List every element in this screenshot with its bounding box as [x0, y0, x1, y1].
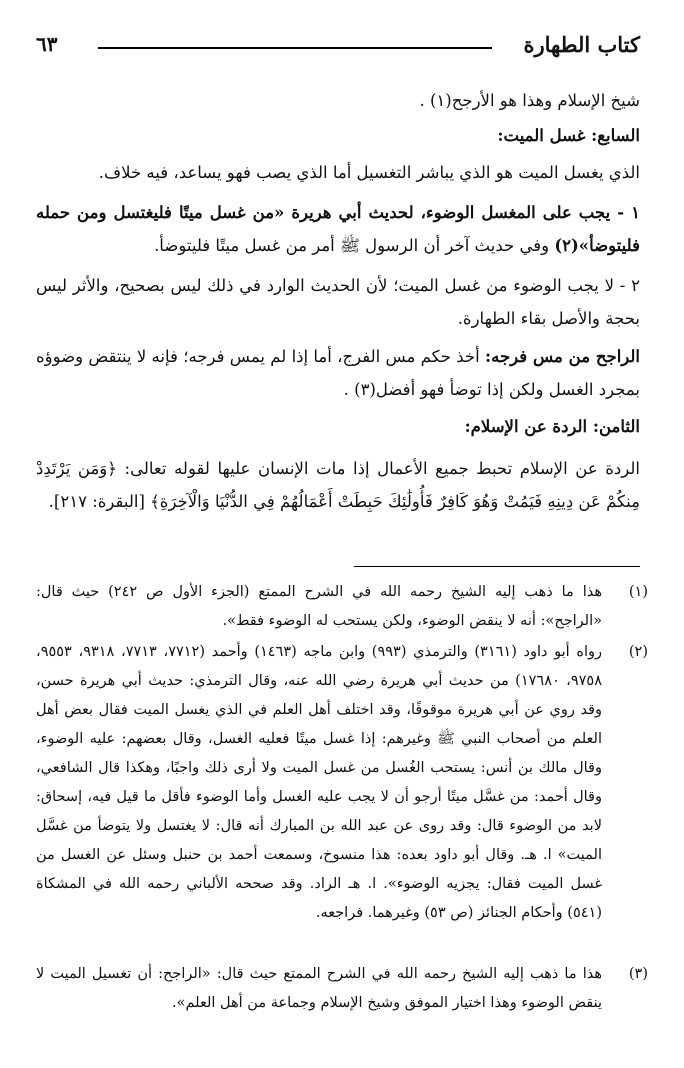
paragraph-point-one — [36, 196, 640, 262]
footnote-1 — [36, 578, 648, 636]
paragraph-point-two: ٢ - لا يجب الوضوء من غسل الميت؛ لأن الحديث الوارد في ذلك ليس بصحيح، والأثر ليس بحجة والأصل بقاء الطهارة. — [36, 276, 640, 328]
hadith-quote: ١ - يجب على المغسل الوضوء، لحديث أبي هريرة «من غسل ميتًا فليغتسل ومن حمله فليتوضأ»(٢) — [36, 203, 640, 255]
page-number: ٦٣ — [36, 32, 58, 56]
footnote-number: (٣) — [628, 966, 648, 982]
footnote-separator — [354, 566, 640, 567]
heading-seventh: السابع: غسل الميت: — [497, 126, 640, 145]
paragraph-apostasy: الردة عن الإسلام تحبط جميع الأعمال إذا مات الإنسان عليها لقوله تعالى: ﴿وَمَن يَرْتَدِدْ مِنكُمْ عَن دِينِهِ فَيَمُتْ وَهُوَ كَافِرٌ فَأُولَٰئِكَ حَبِطَتْ أَعْمَالُهُمْ فِي الدُّنْيَا وَالْآخِرَةِ﴾ [البقرة: ٢١٧]. — [36, 459, 640, 511]
paragraph-preferred — [36, 340, 640, 406]
running-title: كتاب الطهارة — [523, 32, 640, 57]
footnote-text: هذا ما ذهب إليه الشيخ رحمه الله في الشرح الممتع (الجزء الأول ص ٢٤٢) حيث قال: «الراجح»: أنه لا ينقض الوضوء، ولكن يستحب له الوضوء فقط». — [36, 584, 602, 629]
preferred-rest: أخذ حكم مس الفرج، أما إذا لم يمس فرجه؛ فإنه لا ينتقض وضوؤه بمجرد الغسل ولكن إذا توضأ فهو أفضل(٣) . — [36, 347, 640, 399]
heading-eighth: الثامن: الردة عن الإسلام: — [464, 417, 640, 436]
page-header — [36, 28, 640, 58]
point-one-rest: وفي حديث آخر أن الرسول ﷺ أمر من غسل ميتًا فليتوضأ. — [154, 236, 555, 255]
intro-line: شيخ الإسلام وهذا هو الأرجح(١) . — [419, 91, 640, 110]
header-rule — [98, 47, 492, 49]
footnote-2 — [36, 638, 648, 928]
footnote-3 — [36, 960, 648, 1018]
footnote-text: رواه أبو داود (٣١٦١) والترمذي (٩٩٣) وابن ماجه (١٤٦٣) وأحمد (٧٧١٢، ٧٧١٣، ٩٣١٨، ٩٥٥٣، ٩٧٥٨، ١٧٦٨٠) من حديث أبي هريرة رضي الله عنه، وقال الترمذي: حديث أبي هريرة حسن، وقد روي عن أبي هريرة موقوفًا، وقد اختلف أهل العلم في الذي يغسل الميت فقال بعض أهل العلم من أصحاب النبي ﷺ وغيرهم: إذا غسل ميتًا فعليه الغسل، وقال بعضهم: عليه الوضوء، وقال مالك بن أنس: يستحب الغُسل من غسل الميت ولا أرى ذلك واجبًا، وهكذا قال الشافعي، وقال أحمد: من غسَّل ميتًا أرجو أن لا يجب عليه الغسل وأما الوضوء فأقل ما قيل فيه، إسحاق: لابد من الوضوء قال: وقد روى عن عبد الله بن المبارك أنه قال: لا يغتسل ولا يتوضأ من غسَّل الميت» ا. هـ. وقال أبو داود بعده: هذا منسوخ، وسمعت أحمد بن حنبل وسئل عن الغسل من غسل الميت فقال: يجزيه الوضوء». ا. هـ الراد. وقد صححه الألباني رحمه الله في المشكاة (٥٤١) وأحكام الجنائز (ص ٥٣) وغيرهما. فراجعه. — [36, 644, 602, 921]
footnote-number: (٢) — [628, 644, 648, 660]
paragraph-washer: الذي يغسل الميت هو الذي يباشر التغسيل أما الذي يصب فهو يساعد، فيه خلاف. — [98, 163, 640, 182]
footnote-text: هذا ما ذهب إليه الشيخ رحمه الله في الشرح الممتع حيث قال: «الراجح: أن تغسيل الميت لا ينقض الوضوء وهذا اختيار الموفق وشيخ الإسلام وجماعة من أهل العلم». — [36, 966, 602, 1011]
footnote-number: (١) — [628, 584, 648, 600]
preferred-label: الراجح من مس فرجه: — [485, 347, 640, 366]
